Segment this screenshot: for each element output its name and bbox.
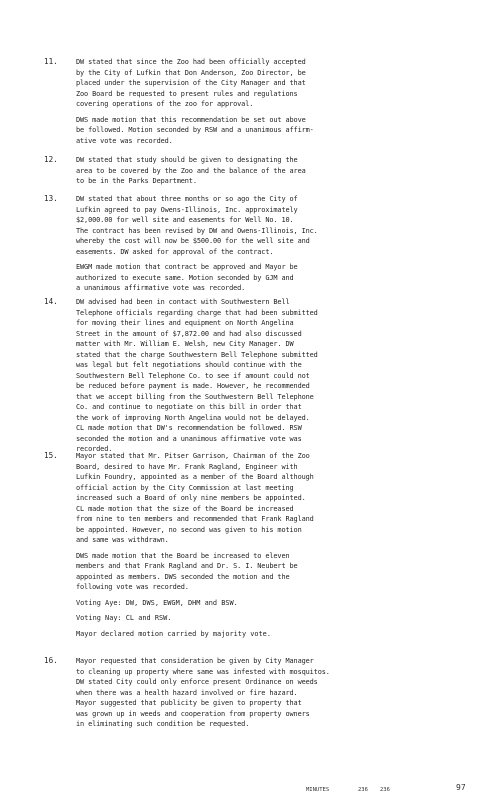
vote-aye: Voting Aye: DW, DWS, EWGM, DHM and BSW. [76, 598, 238, 607]
item-paragraph: DWS made motion that the Board be increased to eleven members and that Frank Ragland and Dr. S. I. Neubert be appointed as members. DWS seconded the motion and the following vote was recorded. [76, 551, 298, 591]
footer-page-ref: 236 [380, 787, 390, 793]
item-number: 13. [44, 194, 58, 203]
item-number: 16. [44, 656, 58, 665]
item-paragraph: DW stated that study should be given to designating the area to be covered by the Zoo and the balance of the area to be in the Parks Department. [76, 156, 306, 185]
item-body [76, 57, 428, 151]
item-paragraph: EWGM made motion that contract be approved and Mayor be authorized to execute same. Motion seconded by GJM and a unanimous affirmative vote was recorded. [76, 263, 298, 292]
vote-result: Mayor declared motion carried by majority vote. [76, 629, 271, 638]
footer-volume: 236 [358, 787, 368, 793]
item-body [76, 451, 428, 644]
item-body [76, 297, 428, 460]
item-body [76, 194, 428, 299]
item-paragraph: DW advised had been in contact with Southwestern Bell Telephone officials regarding charge that had been submitted for moving their lines and equipment on North Angelina Street in the amount of $7,872.00 and had also discussed matter with Mr. William E. Welsh, new City Manager. DW stated that the charge Southwestern Bell Telephone submitted was legal but felt negotiations should continue with the Southwestern Bell Telephone Co. to see if amount could not be reduced before payment is made. However, he recommended that we accept billing from the Southwestern Bell Telephone Co. and continue to negotiate on this bill in order that the work of improving North Angelina would not be delayed. CL made motion that DW's recommendation be followed. RSW seconded the motion and a unanimous affirmative vote was recorded. [76, 298, 318, 453]
item-body [76, 656, 428, 735]
item-number: 15. [44, 451, 58, 460]
item-paragraph: Mayor stated that Mr. Pitser Garrison, Chairman of the Zoo Board, desired to have Mr. Frank Ragland, Engineer with Lufkin Foundry, appointed as a member of the Board although official action by the City Commission at last meeting increased such a Board of only nine members be appointed. CL made motion that the size of the Board be increased from nine to ten members and recommended that Frank Ragland be appointed. However, no second was given to his motion and same was withdrawn. [76, 452, 314, 544]
item-paragraph: DW stated that since the Zoo had been officially accepted by the City of Lufkin that Don Anderson, Zoo Director, be placed under the supervision of the City Manager and that Zoo Board be requested to present rules and regulations covering operations of the zoo for approval. [76, 58, 306, 108]
footer-label: MINUTES [306, 787, 330, 793]
item-number: 11. [44, 57, 58, 66]
item-body [76, 155, 428, 192]
vote-nay: Voting Nay: CL and RSW. [76, 614, 172, 622]
item-paragraph: DW stated that about three months or so ago the City of Lufkin agreed to pay Owens-Illinois, Inc. approximately $2,000.00 for well site and easements for Well No. 10. The contract has been revised by DW and Owens-Illinois, Inc. whereby the cost will now be $500.00 for the well site and easements. DW asked for approval of the contract. [76, 195, 318, 256]
item-number: 14. [44, 297, 58, 306]
item-number: 12. [44, 155, 58, 164]
item-paragraph: Mayor requested that consideration be given by City Manager to cleaning up property where same was infested with mosquitos. DW stated City could only enforce present Ordinance on weeds when there was a health hazard involved or fire hazard. Mayor suggested that publicity be given to property that was grown up in weeds and cooperation from property owners in eliminating such condition be requested. [76, 657, 330, 728]
page-number: 97 [456, 783, 466, 792]
item-paragraph: DWS made motion that this recommendation be set out above be followed. Motion seconded by RSW and a unanimous affirm- ative vote was recorded. [76, 115, 314, 145]
